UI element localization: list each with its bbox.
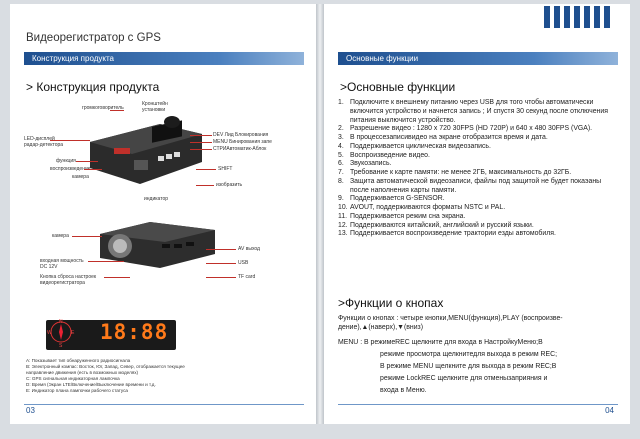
legend-line: направление движения (есть в возможных моделях) xyxy=(26,370,139,375)
callout-av-out: AV выход xyxy=(238,246,260,252)
feature-text: В процессезаписивидео на экране отобразится время и дата. xyxy=(350,134,548,141)
feature-item xyxy=(338,195,620,204)
feature-list xyxy=(338,99,620,239)
callout-menu: MENU Бинирования запе xyxy=(213,139,272,145)
right-page xyxy=(324,4,630,424)
leader-line xyxy=(84,169,102,170)
feature-number: 11. xyxy=(338,212,348,220)
section-bar-main-functions: Основные функции xyxy=(338,52,618,65)
feature-text: Поддерживаются китайский, английский и русский языки. xyxy=(350,221,534,229)
buttons-intro: Функции о кнопах : четыре кнопки,MENU(функция),PLAY (воспроизве- дение),▲(наверх),▼(вниз) xyxy=(338,315,563,331)
feature-number: 2. xyxy=(338,125,344,133)
leader-line xyxy=(76,161,98,162)
callout-usb: USB xyxy=(238,260,249,266)
feature-text: Поддерживается режим сна экрана. xyxy=(350,212,466,220)
feature-number: 9. xyxy=(338,195,344,203)
heading-product-construction: > Конструкция продукта xyxy=(26,80,160,94)
feature-number: 12. xyxy=(338,221,348,229)
feature-number: 1. xyxy=(338,99,344,106)
feature-text: Воспроизведение видео. xyxy=(350,151,430,159)
menu-line: режиме просмотра щелкнитедля выхода в режим REC; xyxy=(380,351,558,358)
callout-power-input: входная мощность DC 12V xyxy=(40,258,84,270)
legend-line: A: Показывает тип обнаруженного радиосигнала xyxy=(26,358,131,363)
callout-reset-button: Кнопка сброса настроек видеорегистратора xyxy=(40,274,97,286)
display-digits: 18:88 xyxy=(100,320,169,344)
compass-letter: N xyxy=(59,319,63,325)
heading-button-functions: >Функции о кнопах xyxy=(338,296,444,310)
feature-number: 6. xyxy=(338,160,344,168)
legend-line: E: Индикатор плана лампочки рабочего статуса xyxy=(26,388,128,393)
callout-function: функция xyxy=(56,158,76,164)
feature-text: Требование к карте памяти: не менее 2ГБ, максимальность до 32ГБ. xyxy=(350,169,572,176)
document-title: Видеорегистратор с GPS xyxy=(26,32,161,44)
menu-line: режиме LockREC щелкните для отменызаприяния и xyxy=(380,375,548,382)
feature-item xyxy=(338,213,620,222)
feature-number: 13. xyxy=(338,230,348,238)
legend-line: D: Время (Экран LTE/Включение/Выключение времени и т.д. xyxy=(26,382,156,387)
compass-letter: E xyxy=(71,330,75,336)
menu-line: входа в Меню. xyxy=(380,387,427,394)
feature-number: 7. xyxy=(338,169,344,176)
leader-line xyxy=(190,142,212,143)
leader-line xyxy=(190,149,212,150)
leader-line xyxy=(196,169,216,170)
feature-text: Защита автоматической видеозаписи, файлы под защитой не будет покаэаны после наполнения карты памяти. xyxy=(350,177,602,194)
feature-text: AVOUT, поддерживаются форматы NSTC и PAL. xyxy=(350,204,506,211)
leader-line xyxy=(104,277,130,278)
leader-line xyxy=(88,261,124,262)
feature-item xyxy=(338,178,620,196)
feature-text: Звукозапись. xyxy=(350,160,392,168)
feature-text: Поддерживается G-SENSOR. xyxy=(350,195,445,203)
feature-number: 3. xyxy=(338,134,344,141)
feature-item xyxy=(338,134,620,143)
feature-item xyxy=(338,143,620,152)
compass-icon xyxy=(46,310,76,350)
feature-item xyxy=(338,152,620,161)
callout-rst: СТРИАвтоматик-Аблок xyxy=(213,146,267,152)
footer-rule xyxy=(24,404,304,405)
feature-text: Поддерживается воспроизведение трактории езды автомобиля. xyxy=(350,230,556,238)
compass-letter: S xyxy=(59,343,63,349)
left-page xyxy=(10,4,316,424)
feature-item xyxy=(338,169,620,178)
callout-shift: SHIFT xyxy=(218,166,233,172)
leader-line xyxy=(72,236,102,237)
feature-text: Подключите к внешнему питанию через USB для того чтобы автоматически включится устройство и начнется запись ; И спустя 30 секунд после отключения питания выключится устройство. xyxy=(350,99,608,124)
leader-line xyxy=(206,263,236,264)
feature-item xyxy=(338,204,620,213)
decorative-stripes xyxy=(540,6,610,33)
feature-number: 4. xyxy=(338,142,344,150)
feature-text: Разрешение видео : 1280 x 720 30FPS (HD 720P) и 640 x 480 30FPS (VGA). xyxy=(350,125,593,133)
legend-line: B: Электронный компас: Восток, Юг, Запад, Север, отображается текущее xyxy=(26,364,185,369)
feature-item xyxy=(338,160,620,169)
compass-letter: W xyxy=(47,330,52,336)
feature-item xyxy=(338,125,620,134)
feature-item xyxy=(338,230,620,239)
feature-number: 8. xyxy=(338,177,344,185)
page-number: 04 xyxy=(605,406,614,415)
legend-line: C: GPS сигнальная индикаторная лампочка xyxy=(26,376,120,381)
callout-mount: Кронштейн установки xyxy=(142,101,168,113)
feature-number: 5. xyxy=(338,151,344,159)
feature-item xyxy=(338,99,620,125)
menu-line: В режиме MENU щелкните для выхода в режим REC;В xyxy=(380,363,557,370)
book-spine xyxy=(316,4,324,424)
page-number: 03 xyxy=(26,406,35,415)
callout-tf-card: TF card xyxy=(238,274,256,280)
callout-dev: DEV Лид Блокирования xyxy=(213,132,269,138)
device-side-photo xyxy=(90,214,220,274)
footer-rule xyxy=(338,404,618,405)
feature-item xyxy=(338,222,620,231)
heading-main-functions: >Основные функции xyxy=(340,80,456,94)
callout-camera-lens: камера xyxy=(52,233,69,239)
leader-line xyxy=(196,185,214,186)
callout-play: воспроизведение xyxy=(50,166,91,172)
leader-line xyxy=(190,135,212,136)
device-top-photo xyxy=(80,112,210,192)
callout-speaker: громкоговоритель xyxy=(82,105,124,111)
leader-line xyxy=(110,110,124,111)
menu-line: MENU : В режимеREC щелкните для входа в НастройкуМеню;В xyxy=(338,339,543,346)
leader-line xyxy=(50,140,90,141)
feature-text: Поддерживается циклическая видеозапись. xyxy=(350,142,491,150)
callout-camera: камера xyxy=(72,174,89,180)
feature-number: 10. xyxy=(338,204,348,211)
callout-indicator: индикатор xyxy=(144,196,169,202)
leader-line xyxy=(206,249,236,250)
callout-led-display: LED-дисплей радар-детектора xyxy=(24,136,64,148)
callout-display: изобразить xyxy=(216,182,243,188)
section-bar-product-construction: Конструкция продукта xyxy=(24,52,304,65)
leader-line xyxy=(206,277,236,278)
